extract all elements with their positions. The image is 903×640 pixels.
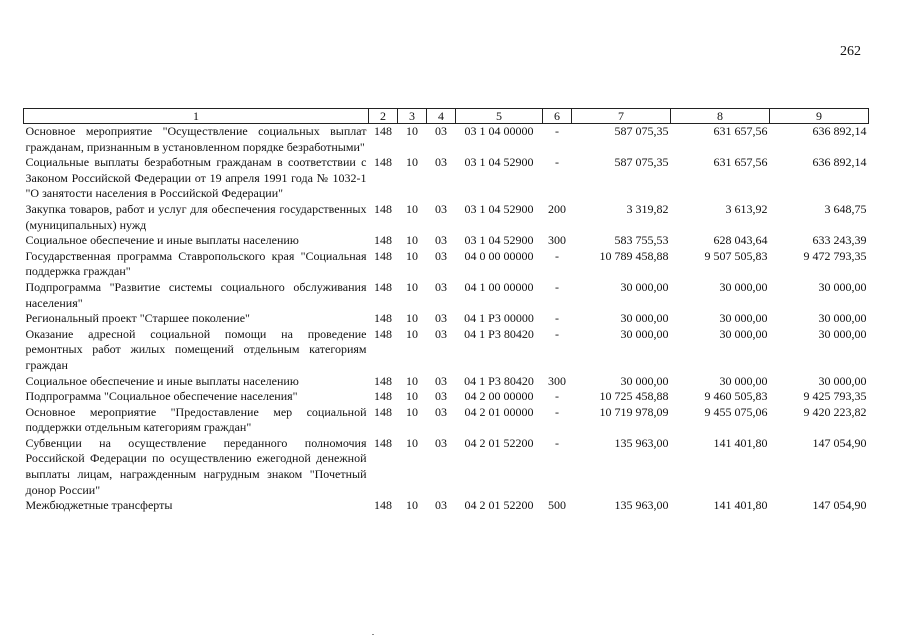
- row-expense-type: 300: [548, 233, 566, 248]
- table-row: [24, 249, 869, 280]
- table-row: [24, 233, 869, 249]
- row-subsection-code: 03: [435, 373, 447, 388]
- row-admin-code: 148: [374, 311, 392, 326]
- row-amount-col8: 30 000,00: [719, 311, 768, 326]
- row-subsection-code: 03: [435, 248, 447, 263]
- row-target-article: 04 1 P3 80420: [464, 373, 534, 388]
- table-row: [24, 389, 869, 405]
- row-amount-col9: 30 000,00: [818, 279, 867, 294]
- row-admin-code: 148: [374, 498, 392, 513]
- row-description: Социальные выплаты безработным гражданам в соответствии с Законом Российской Федерации от 19 апреля 1991 года № 1032-1 "О занятости населения в Российской Федерации": [25, 155, 367, 201]
- row-description: Подпрограмма "Социальное обеспечение населения": [25, 389, 298, 404]
- row-admin-code: 148: [374, 326, 392, 341]
- row-amount-col9: 9 425 793,35: [803, 389, 867, 404]
- table-row: [24, 202, 869, 233]
- row-expense-type: -: [555, 279, 559, 294]
- row-expense-type: 300: [548, 373, 566, 388]
- row-subsection-code: 03: [435, 279, 447, 294]
- row-amount-col7: 135 963,00: [614, 435, 669, 450]
- row-admin-code: 148: [374, 389, 392, 404]
- row-amount-col9: 30 000,00: [818, 326, 867, 341]
- row-subsection-code: 03: [435, 311, 447, 326]
- row-amount-col7: 583 755,53: [614, 233, 669, 248]
- row-amount-col9: 633 243,39: [812, 233, 867, 248]
- header-col-2: 2: [369, 109, 398, 124]
- table-body: [24, 124, 869, 514]
- table-row: [24, 311, 869, 327]
- table-row: [24, 155, 869, 202]
- row-section-code: 10: [406, 498, 418, 513]
- row-subsection-code: 03: [435, 435, 447, 450]
- row-expense-type: 200: [548, 201, 566, 216]
- row-subsection-code: 03: [435, 124, 447, 138]
- page-number: 262: [840, 44, 861, 59]
- row-target-article: 03 1 04 00000: [464, 124, 534, 138]
- header-col-8: 8: [671, 109, 770, 124]
- row-subsection-code: 03: [435, 404, 447, 419]
- row-amount-col8: 3 613,92: [725, 201, 768, 216]
- table-row: [24, 124, 869, 156]
- table-row: [24, 498, 869, 514]
- table-row: [24, 436, 869, 498]
- table-row: [24, 405, 869, 436]
- row-admin-code: 148: [374, 124, 392, 138]
- header-col-1: 1: [24, 109, 369, 124]
- header-col-3: 3: [398, 109, 427, 124]
- row-amount-col9: 636 892,14: [812, 124, 867, 138]
- row-amount-col9: 9 420 223,82: [803, 404, 867, 419]
- row-expense-type: -: [555, 435, 559, 450]
- scan-speck: [372, 634, 374, 635]
- row-amount-col9: 3 648,75: [824, 201, 867, 216]
- row-description: Региональный проект "Старшее поколение": [25, 311, 250, 326]
- row-amount-col7: 30 000,00: [620, 279, 669, 294]
- row-amount-col7: 587 075,35: [614, 124, 669, 138]
- table-header: [24, 109, 869, 124]
- row-amount-col8: 30 000,00: [719, 279, 768, 294]
- row-section-code: 10: [406, 124, 418, 138]
- row-amount-col8: 30 000,00: [719, 373, 768, 388]
- row-target-article: 04 1 00 00000: [464, 279, 534, 294]
- row-expense-type: -: [555, 155, 559, 170]
- budget-table: [23, 108, 869, 514]
- row-subsection-code: 03: [435, 155, 447, 170]
- row-amount-col9: 147 054,90: [812, 435, 867, 450]
- row-section-code: 10: [406, 404, 418, 419]
- row-admin-code: 148: [374, 155, 392, 170]
- row-amount-col7: 10 719 978,09: [599, 404, 669, 419]
- row-amount-col9: 147 054,90: [812, 498, 867, 513]
- row-section-code: 10: [406, 233, 418, 248]
- row-amount-col9: 30 000,00: [818, 311, 867, 326]
- row-admin-code: 148: [374, 373, 392, 388]
- row-target-article: 04 0 00 00000: [464, 248, 534, 263]
- header-col-6: 6: [543, 109, 572, 124]
- row-expense-type: -: [555, 389, 559, 404]
- row-expense-type: 500: [548, 498, 566, 513]
- row-section-code: 10: [406, 389, 418, 404]
- row-target-article: 04 2 00 00000: [464, 389, 534, 404]
- row-section-code: 10: [406, 201, 418, 216]
- row-admin-code: 148: [374, 233, 392, 248]
- row-subsection-code: 03: [435, 389, 447, 404]
- row-amount-col8: 141 401,80: [713, 435, 768, 450]
- row-target-article: 04 1 P3 80420: [464, 326, 534, 341]
- row-expense-type: -: [555, 404, 559, 419]
- header-col-7: 7: [572, 109, 671, 124]
- row-section-code: 10: [406, 279, 418, 294]
- row-section-code: 10: [406, 155, 418, 170]
- row-amount-col7: 587 075,35: [614, 155, 669, 170]
- row-amount-col9: 30 000,00: [818, 373, 867, 388]
- row-admin-code: 148: [374, 404, 392, 419]
- row-target-article: 04 1 P3 00000: [464, 311, 534, 326]
- row-amount-col8: 141 401,80: [713, 498, 768, 513]
- row-target-article: 03 1 04 52900: [464, 201, 534, 216]
- row-description: Основное мероприятие "Предоставление мер социальной поддержки отдельным категориям граждан": [25, 404, 367, 435]
- row-section-code: 10: [406, 311, 418, 326]
- row-amount-col8: 631 657,56: [713, 155, 768, 170]
- header-col-4: 4: [427, 109, 456, 124]
- row-amount-col7: 3 319,82: [626, 201, 669, 216]
- row-amount-col8: 9 460 505,83: [704, 389, 768, 404]
- header-row: [24, 109, 869, 124]
- row-amount-col9: 636 892,14: [812, 155, 867, 170]
- row-subsection-code: 03: [435, 498, 447, 513]
- row-admin-code: 148: [374, 248, 392, 263]
- row-description: Социальное обеспечение и иные выплаты населению: [25, 233, 299, 248]
- table-row: [24, 374, 869, 390]
- row-subsection-code: 03: [435, 233, 447, 248]
- row-admin-code: 148: [374, 279, 392, 294]
- row-expense-type: -: [555, 248, 559, 263]
- row-target-article: 03 1 04 52900: [464, 233, 534, 248]
- row-description: Государственная программа Ставропольского края "Социальная поддержка граждан": [25, 248, 367, 279]
- row-amount-col9: 9 472 793,35: [803, 248, 867, 263]
- row-description: Социальное обеспечение и иные выплаты населению: [25, 373, 299, 388]
- row-amount-col8: 628 043,64: [713, 233, 768, 248]
- row-target-article: 03 1 04 52900: [464, 155, 534, 170]
- row-amount-col8: 631 657,56: [713, 124, 768, 138]
- row-section-code: 10: [406, 435, 418, 450]
- row-amount-col7: 30 000,00: [620, 373, 669, 388]
- table-row: [24, 327, 869, 374]
- header-col-5: 5: [456, 109, 543, 124]
- row-admin-code: 148: [374, 201, 392, 216]
- row-description: Основное мероприятие "Осуществление социальных выплат гражданам, признанным в установленном порядке безработными": [25, 124, 367, 154]
- row-amount-col8: 30 000,00: [719, 326, 768, 341]
- row-section-code: 10: [406, 326, 418, 341]
- table-row: [24, 280, 869, 311]
- row-amount-col7: 30 000,00: [620, 326, 669, 341]
- row-subsection-code: 03: [435, 201, 447, 216]
- row-description: Субвенции на осуществление переданного полномочия Российской Федерации по осуществлению ежегодной денежной выплаты лицам, награжденным нагрудным знаком "Почетный донор России": [25, 435, 367, 497]
- row-expense-type: -: [555, 124, 559, 138]
- row-amount-col7: 135 963,00: [614, 498, 669, 513]
- row-target-article: 04 2 01 52200: [464, 498, 534, 513]
- row-target-article: 04 2 01 52200: [464, 435, 534, 450]
- row-description: Межбюджетные трансферты: [25, 498, 173, 513]
- row-description: Закупка товаров, работ и услуг для обеспечения государственных (муниципальных) нужд: [25, 201, 367, 232]
- row-expense-type: -: [555, 311, 559, 326]
- row-amount-col7: 10 789 458,88: [599, 248, 669, 263]
- row-amount-col8: 9 455 075,06: [704, 404, 768, 419]
- row-admin-code: 148: [374, 435, 392, 450]
- row-description: Подпрограмма "Развитие системы социального обслуживания населения": [25, 279, 367, 310]
- row-expense-type: -: [555, 326, 559, 341]
- row-description: Оказание адресной социальной помощи на проведение ремонтных работ жилых помещений отдельным категориям граждан: [25, 326, 367, 372]
- row-amount-col7: 10 725 458,88: [599, 389, 669, 404]
- row-subsection-code: 03: [435, 326, 447, 341]
- row-section-code: 10: [406, 248, 418, 263]
- header-col-9: 9: [770, 109, 869, 124]
- row-amount-col8: 9 507 505,83: [704, 248, 768, 263]
- row-section-code: 10: [406, 373, 418, 388]
- row-target-article: 04 2 01 00000: [464, 404, 534, 419]
- row-amount-col7: 30 000,00: [620, 311, 669, 326]
